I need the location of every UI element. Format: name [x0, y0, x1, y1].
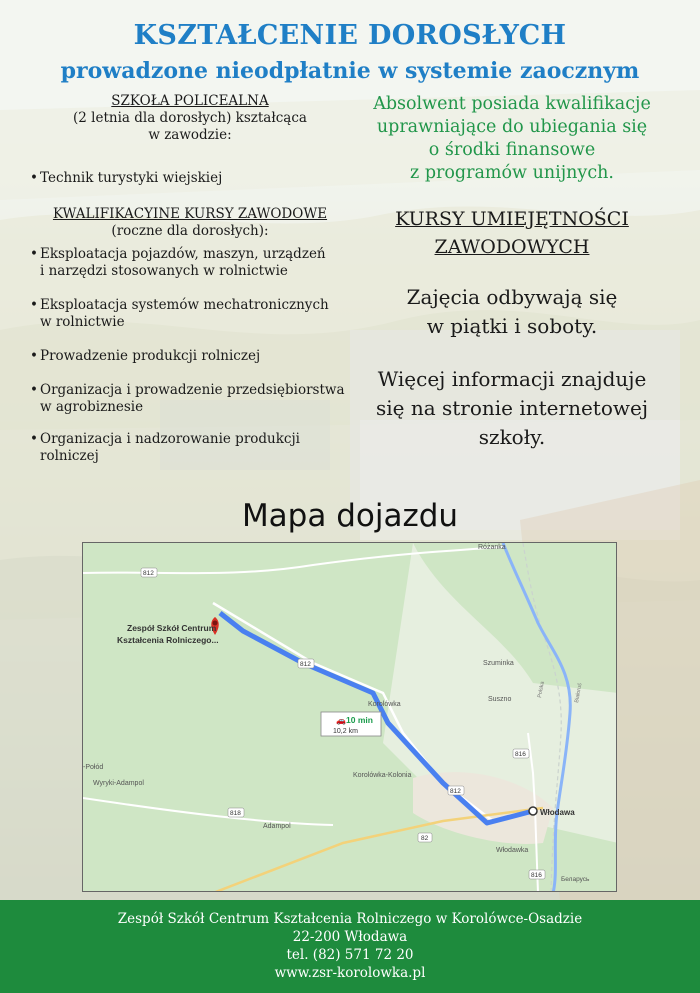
travel-time: 10 min	[346, 715, 373, 725]
place-label: Polska	[537, 681, 546, 699]
road-label: 812	[300, 661, 311, 668]
list-item: • Organizacja i nadzorowanie produkcji rolniczej	[30, 431, 350, 465]
list-item: • Eksploatacja pojazdów, maszyn, urządzeń i narzędzi stosowanych w rolnictwie	[30, 246, 350, 280]
courses-heading: KWALIFIKACYINE KURSY ZAWODOWE	[52, 206, 328, 222]
place-label: Włodawka	[496, 847, 529, 854]
travel-distance: 10,2 km	[333, 728, 358, 735]
list-item: • Technik turystyki wiejskiej	[30, 170, 350, 187]
right-column	[352, 93, 672, 452]
school-heading: SZKOŁA POLICEALNA	[111, 93, 269, 109]
place-label: Adampol	[263, 823, 291, 830]
place-label: Korolówka	[368, 701, 401, 708]
place-label: Беларусь	[561, 876, 590, 883]
road-label: 812	[450, 788, 461, 795]
place-label: Wyryki-Adampol	[93, 780, 144, 787]
road-label: 818	[230, 810, 241, 817]
website-info: Więcej informacji znajduje się na stronie internetowej szkoły.	[375, 367, 649, 449]
footer-website-link[interactable]: www.zsr-korolowka.pl	[274, 965, 426, 981]
list-item: • Eksploatacja systemów mechatronicznych w rolnictwie	[30, 297, 350, 331]
skills-courses-heading: KURSY UMIEJĘTNOŚCI ZAWODOWYCH	[395, 208, 629, 258]
place-label: Włodawa	[540, 808, 575, 817]
map-school-label: Zespół Szkół Centrum	[127, 623, 217, 633]
left-column	[30, 93, 350, 465]
car-icon: 🚗	[336, 716, 346, 725]
place-label: Szuminka	[483, 660, 514, 667]
list-item: • Prowadzenie produkcji rolniczej	[30, 348, 350, 365]
list-item: • Organizacja i prowadzenie przedsiębiorstwa w agrobiznesie	[30, 382, 350, 416]
map-school-label-2: Kształcenia Rolniczego...	[117, 635, 219, 645]
main-subtitle: prowadzone nieodpłatnie w systemie zaocznym	[60, 58, 640, 84]
place-label: Korolówka-Kolonia	[353, 772, 412, 779]
footer	[0, 900, 700, 993]
road-label: 816	[515, 751, 526, 758]
graduate-info: Absolwent posiada kwalifikacje uprawniające do ubiegania się o środki finansowe z programów unijnych.	[373, 94, 651, 183]
map-title: Mapa dojazdu	[241, 498, 459, 534]
main-title: KSZTAŁCENIE DOROSŁYCH	[133, 20, 567, 51]
place-label: Różanka	[478, 544, 506, 551]
footer-phone: tel. (82) 571 72 20	[286, 947, 414, 963]
schedule-info: Zajęcia odbywają się w piątki i soboty.	[406, 285, 618, 338]
place-label: Białoruś	[574, 682, 584, 704]
footer-address: 22-200 Włodawa	[292, 929, 408, 945]
road-label: 82	[421, 835, 429, 842]
school-subheading: (2 letnia dla dorosłych) kształcąca	[73, 110, 307, 126]
school-subheading-2: w zawodzie:	[148, 127, 232, 143]
place-label: -Połód	[83, 764, 104, 771]
courses-subheading: (roczne dla dorosłych):	[111, 223, 269, 239]
map-canvas	[83, 543, 617, 892]
place-label: Suszno	[488, 696, 512, 703]
route-map[interactable]	[82, 542, 617, 892]
footer-school-name: Zespół Szkół Centrum Kształcenia Rolniczego w Korolówce-Osadzie	[117, 911, 583, 927]
road-label: 812	[143, 570, 154, 577]
road-label: 816	[531, 872, 542, 879]
